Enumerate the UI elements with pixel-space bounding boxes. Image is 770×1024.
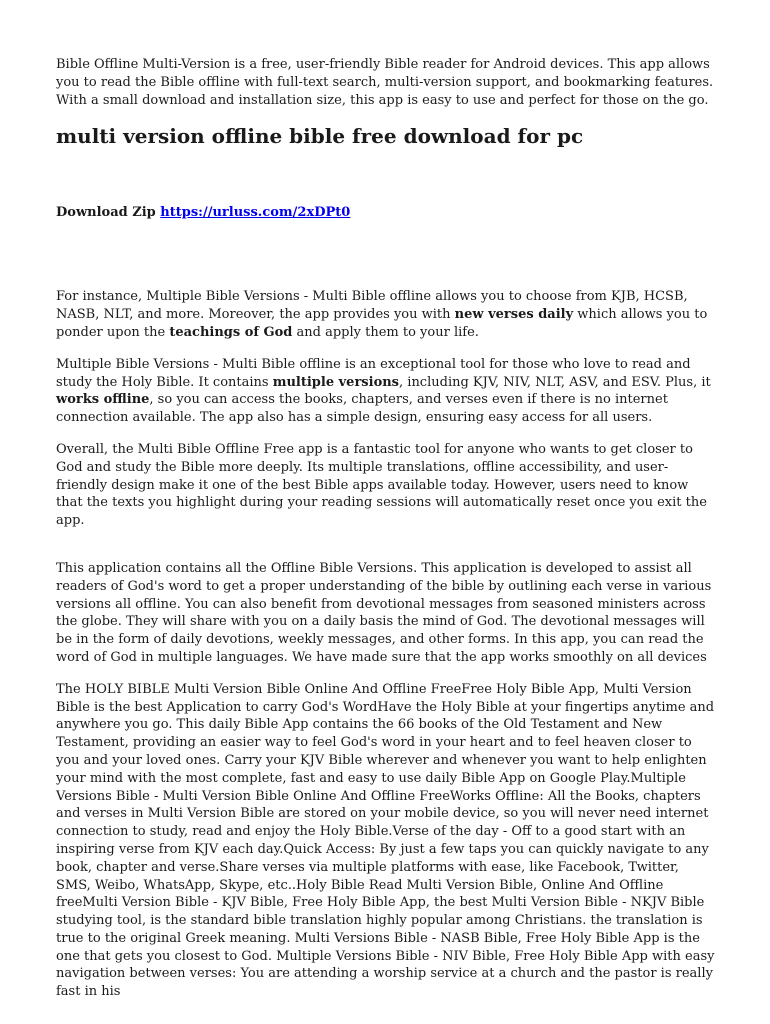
bold-works-offline: works offline xyxy=(56,392,150,408)
download-link[interactable]: https://urluss.com/2xDPt0 xyxy=(160,205,351,221)
download-label: Download Zip xyxy=(56,205,156,221)
page-title: multi version offline bible free download for pc xyxy=(56,124,584,149)
download-line xyxy=(56,204,716,222)
bold-multiple-versions: multiple versions xyxy=(272,374,400,390)
paragraph-2: Multiple Bible Versions - Multi Bible offline is an exceptional tool for those who love to read and study the Holy Bible. It contains multiple versions, including KJV, NIV, NLT, ASV, and ESV. Plus, it works offline, so you can access the books, chapters, and verses even if there is no internet connection available. The app also has a simple design, ensuring easy access for all users. xyxy=(56,356,711,426)
document-page xyxy=(56,56,716,1001)
paragraph-1: For instance, Multiple Bible Versions - Multi Bible offline allows you to choose from KJB, HCSB, NASB, NLT, and more. Moreover, the app provides you with new verses daily which allows you to ponder upon the teachings of God and apply them to your life. xyxy=(56,289,708,340)
paragraph-3: Overall, the Multi Bible Offline Free app is a fantastic tool for anyone who wants to get closer to God and study the Bible more deeply. Its multiple translations, offline accessibility, and user-friendly design make it one of the best Bible apps available today. However, users need to know that the texts you highlight during your reading sessions will automatically reset once you exit the app. xyxy=(56,441,707,529)
intro-paragraph: Bible Offline Multi-Version is a free, user-friendly Bible reader for Android devices. This app allows you to read the Bible offline with full-text search, multi-version support, and bookmarking features. With a small download and installation size, this app is easy to use and perfect for those on the go. xyxy=(56,57,714,108)
bold-new-verses: new verses daily xyxy=(454,307,574,323)
bold-teachings: teachings of God xyxy=(169,324,293,340)
paragraph-5: The HOLY BIBLE Multi Version Bible Online And Offline FreeFree Holy Bible App, Multi Version Bible is the best Application to carry God's WordHave the Holy Bible at your fingertips anytime and anywhere you go. This daily Bible App contains the 66 books of the Old Testament and New Testament, providing an easier way to feel God's word in your heart and to feel heaven closer to you and your loved ones. Carry your KJV Bible wherever and whenever you want to help enlighten your mind with the most complete, fast and easy to use daily Bible App on Google Play.Multiple Versions Bible - Multi Version Bible Online And Offline FreeWorks Offline: All the Books, chapters and verses in Multi Version Bible are stored on your mobile device, so you will never need internet connection to study, read and enjoy the Holy Bible.Verse of the day - Off to a good start with an inspiring verse from KJV each day.Quick Access: By just a few taps you can quickly navigate to any book, chapter and verse.Share verses via multiple platforms with ease, like Facebook, Twitter, SMS, Weibo, WhatsApp, Skype, etc..Holy Bible Read Multi Version Bible, Online And Offline freeMulti Version Bible - KJV Bible, Free Holy Bible App, the best Multi Version Bible - NKJV Bible studying tool, is the standard bible translation highly popular among Christians. the translation is true to the original Greek meaning. Multi Versions Bible - NASB Bible, Free Holy Bible App is the one that gets you closest to God. Multiple Versions Bible - NIV Bible, Free Holy Bible App with easy navigation between verses: You are attending a worship service at a church and the pastor is really fast in his xyxy=(56,681,715,1000)
paragraph-4: This application contains all the Offline Bible Versions. This application is developed to assist all readers of God's word to get a proper understanding of the bible by outlining each verse in various versions all offline. You can also benefit from devotional messages from seasoned ministers across the globe. They will share with you on a daily basis the mind of God. The devotional messages will be in the form of daily devotions, weekly messages, and other forms. In this app, you can read the word of God in multiple languages. We have made sure that the app works smoothly on all devices xyxy=(56,560,712,665)
